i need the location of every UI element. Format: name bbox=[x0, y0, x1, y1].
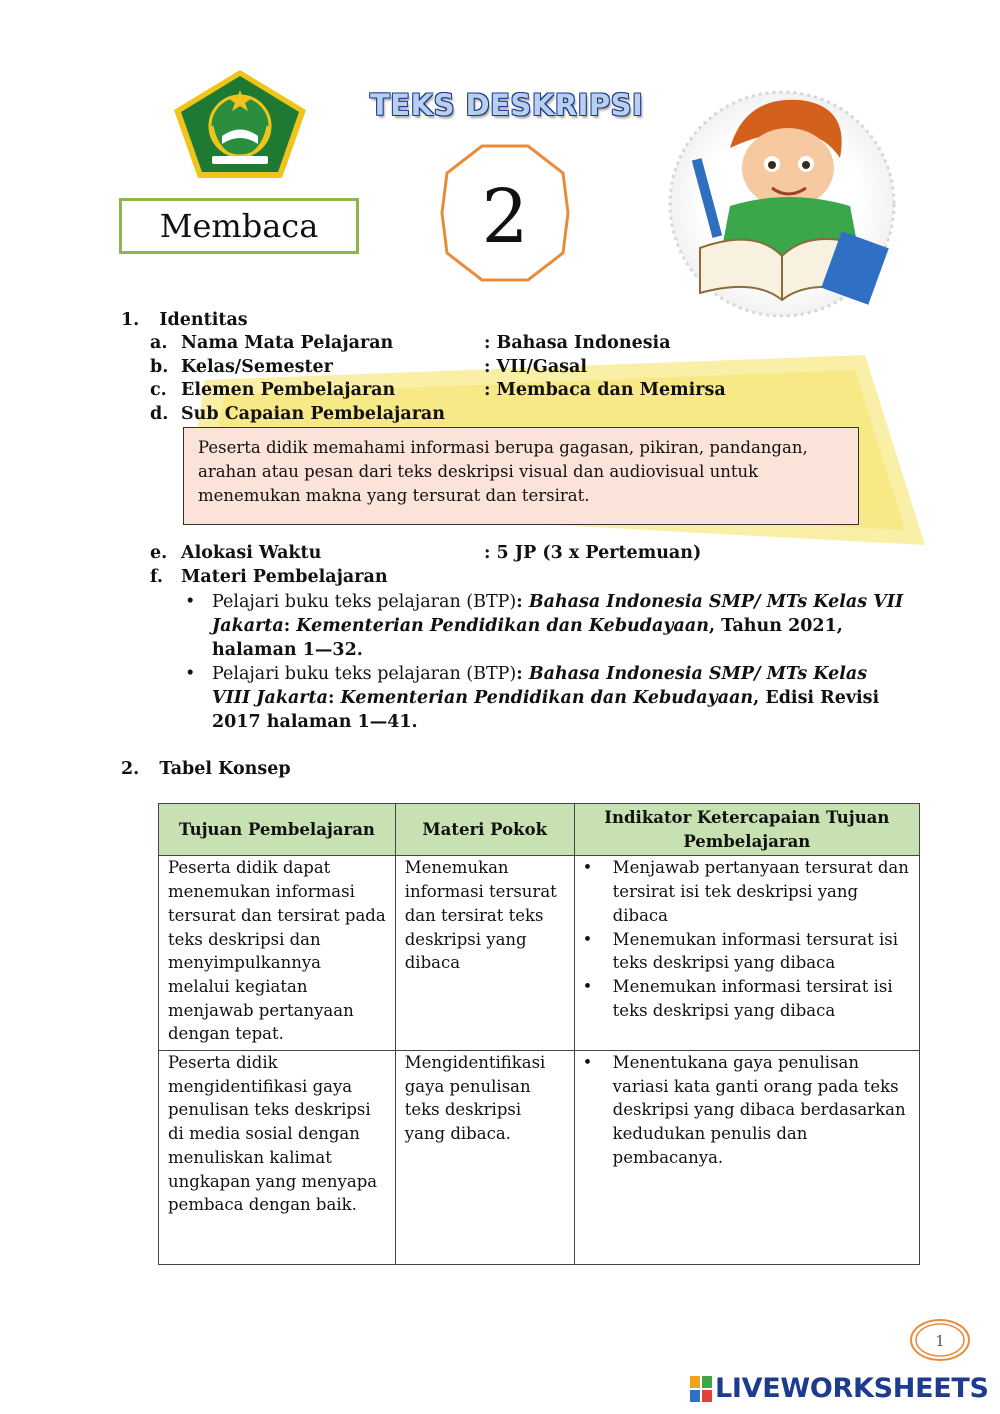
skill-label-box bbox=[119, 198, 359, 254]
liveworksheets-logo-icon bbox=[690, 1376, 712, 1402]
bullet-icon: • bbox=[582, 976, 593, 996]
identity-label: Alokasi Waktu bbox=[181, 543, 322, 563]
identity-row-alokasi bbox=[150, 543, 850, 567]
identity-letter: b. bbox=[150, 357, 169, 377]
materi-prefix: Pelajari buku teks pelajaran (BTP) bbox=[212, 592, 517, 612]
identity-letter: a. bbox=[150, 333, 168, 353]
indikator-cell bbox=[574, 856, 919, 1051]
bullet-icon: • bbox=[582, 929, 593, 949]
table-row bbox=[159, 1051, 920, 1265]
brand-name: LIVEWORKSHEETS bbox=[715, 1373, 989, 1404]
section-1-heading bbox=[121, 310, 248, 330]
materi-suffix: , Tahun 2021, halaman 1—32. bbox=[212, 616, 843, 660]
ministry-logo bbox=[172, 68, 308, 180]
unit-number-badge bbox=[440, 143, 570, 283]
materi-list bbox=[185, 590, 905, 734]
tujuan-cell: Peserta didik dapat menemukan informasi tersurat dan tersirat pada teks deskripsi dan menyimpulkannya melalui kegiatan menjawab pertanyaan dengan tepat. bbox=[159, 856, 396, 1051]
student-reading-illustration bbox=[660, 88, 905, 320]
concept-table bbox=[158, 803, 920, 1265]
materi-colon: : bbox=[283, 616, 297, 636]
materi-suffix: , Edisi Revisi 2017 halaman 1—41. bbox=[212, 688, 880, 732]
column-header: Indikator Ketercapaian Tujuan Pembelajaran bbox=[574, 804, 919, 856]
column-header: Materi Pokok bbox=[395, 804, 574, 856]
identity-label: Elemen Pembelajaran bbox=[181, 380, 396, 400]
section-1-title: Identitas bbox=[159, 310, 248, 330]
materi-book: Bahasa Indonesia SMP/ MTs Kelas VIII Jakarta bbox=[212, 664, 868, 708]
bullet-icon: • bbox=[582, 1053, 593, 1073]
skill-label: Membaca bbox=[159, 207, 319, 245]
bullet-icon: • bbox=[582, 858, 593, 878]
section-2-number: 2. bbox=[121, 759, 140, 779]
identity-letter: c. bbox=[150, 380, 167, 400]
identity-label: Kelas/Semester bbox=[181, 357, 333, 377]
indikator-item bbox=[575, 1051, 911, 1170]
identity-row-materi bbox=[150, 567, 850, 591]
indikator-item bbox=[575, 975, 911, 1022]
identity-letter: f. bbox=[150, 567, 163, 587]
tujuan-cell: Peserta didik mengidentifikasi gaya penulisan teks deskripsi di media sosial dengan menuliskan kalimat ungkapan yang menyapa pembaca dengan baik. bbox=[159, 1051, 396, 1265]
list-item bbox=[185, 662, 905, 734]
unit-number: 2 bbox=[481, 174, 529, 260]
identity-row-mapel bbox=[150, 333, 850, 357]
identity-label: Materi Pembelajaran bbox=[181, 567, 388, 587]
identity-value: : Bahasa Indonesia bbox=[484, 333, 671, 353]
materi-colon: : bbox=[516, 664, 529, 684]
materi-cell: Mengidentifikasi gaya penulisan teks deskripsi yang dibaca. bbox=[395, 1051, 574, 1265]
table-header-row bbox=[159, 804, 920, 856]
indikator-text: Menemukan informasi tersirat isi teks deskripsi yang dibaca bbox=[612, 976, 893, 1020]
materi-colon: : bbox=[516, 592, 529, 612]
materi-colon: : bbox=[327, 688, 341, 708]
materi-publisher: Kementerian Pendidikan dan Kebudayaan bbox=[296, 616, 709, 636]
list-item bbox=[185, 590, 905, 662]
indikator-text: Menentukana gaya penulisan variasi kata ganti orang pada teks deskripsi yang dibaca berdasarkan kedudukan penulis dan pembacanya. bbox=[612, 1053, 906, 1167]
bullet-icon: • bbox=[185, 592, 196, 612]
materi-prefix: Pelajari buku teks pelajaran (BTP) bbox=[212, 664, 517, 684]
materi-cell: Menemukan informasi tersurat dan tersirat teks deskripsi yang dibaca bbox=[395, 856, 574, 1051]
identity-row-elemen bbox=[150, 380, 850, 404]
column-header: Tujuan Pembelajaran bbox=[159, 804, 396, 856]
indikator-cell bbox=[574, 1051, 919, 1265]
identity-label: Sub Capaian Pembelajaran bbox=[181, 404, 445, 424]
section-1-number: 1. bbox=[121, 310, 140, 330]
identity-value: : Membaca dan Memirsa bbox=[484, 380, 726, 400]
sub-capaian-box bbox=[183, 427, 859, 525]
identity-value: : VII/Gasal bbox=[484, 357, 588, 377]
section-2-title: Tabel Konsep bbox=[159, 759, 291, 779]
identity-row-kelas bbox=[150, 357, 850, 381]
materi-publisher: Kementerian Pendidikan dan Kebudayaan bbox=[340, 688, 754, 708]
page-number-badge bbox=[910, 1318, 970, 1362]
sub-capaian-text: Peserta didik memahami informasi berupa gagasan, pikiran, pandangan, arahan atau pesan dari teks deskripsi visual dan audiovisual untuk menemukan makna yang tersurat dan tersirat. bbox=[198, 438, 808, 505]
identity-row-subcapaian bbox=[150, 404, 850, 428]
indikator-item bbox=[575, 856, 911, 927]
section-2-heading bbox=[121, 759, 291, 779]
indikator-text: Menjawab pertanyaan tersurat dan tersirat isi tek deskripsi yang dibaca bbox=[612, 858, 909, 925]
page-title: TEKS DESKRIPSI bbox=[370, 88, 644, 122]
identity-label: Nama Mata Pelajaran bbox=[181, 333, 394, 353]
identity-letter: d. bbox=[150, 404, 169, 424]
indikator-text: Menemukan informasi tersurat isi teks deskripsi yang dibaca bbox=[612, 929, 899, 973]
bullet-icon: • bbox=[185, 664, 196, 684]
materi-book: Bahasa Indonesia SMP/ MTs Kelas VII Jakarta bbox=[212, 592, 904, 636]
identity-letter: e. bbox=[150, 543, 168, 563]
liveworksheets-brand bbox=[690, 1373, 989, 1404]
indikator-item bbox=[575, 928, 911, 975]
identity-value: : 5 JP (3 x Pertemuan) bbox=[484, 543, 702, 563]
page-number: 1 bbox=[935, 1332, 945, 1350]
table-row bbox=[159, 856, 920, 1051]
